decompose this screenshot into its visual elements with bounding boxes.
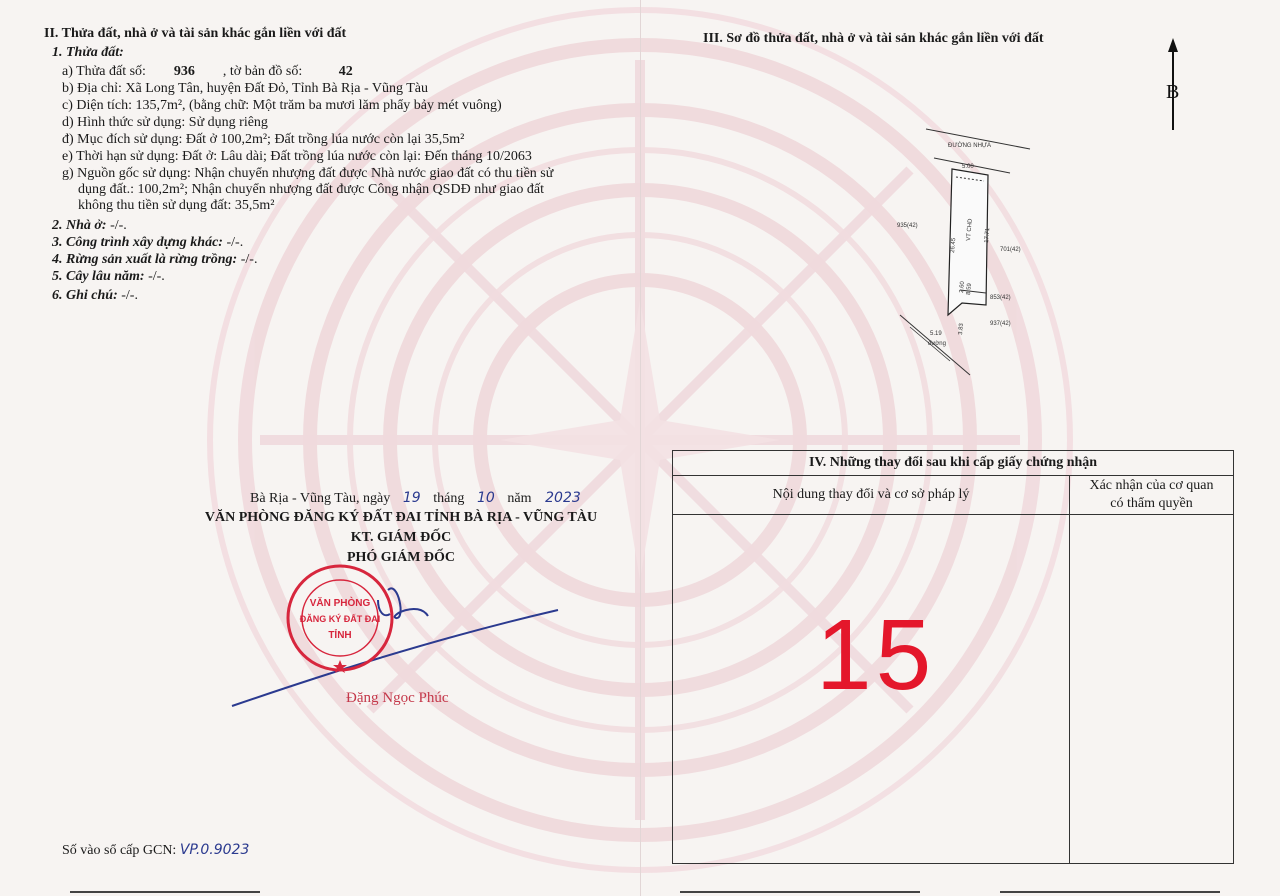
confirmation-header-line1: Xác nhận của cơ quan xyxy=(1089,478,1214,493)
construction-line xyxy=(52,235,243,251)
usage-purpose-line: đ) Mục đích sử dụng: Đất ở 100,2m²; Đất trồng lúa nước còn lại 35,5m² xyxy=(62,132,465,147)
issue-day: 19 xyxy=(402,490,421,506)
usage-form-line: d) Hình thức sử dụng: Sử dụng riêng xyxy=(62,115,268,130)
land-heading: 1. Thửa đất: xyxy=(52,45,124,60)
construction-label: 3. Công trình xây dựng khác: xyxy=(52,235,223,250)
origin-line-3: không thu tiền sử dụng đất: 35,5m² xyxy=(78,198,275,213)
width-top: 5.00 xyxy=(962,164,974,170)
director-title: KT. GIÁM ĐỐC xyxy=(350,530,452,545)
changes-content-header: Nội dung thay đổi và cơ sở pháp lý xyxy=(673,476,1069,515)
issue-date xyxy=(250,490,591,507)
gcn-line xyxy=(62,842,249,859)
map-sheet-number: 42 xyxy=(338,64,353,79)
section-2-title: II. Thửa đất, nhà ở và tài sản khác gắn liền với đất xyxy=(44,26,347,41)
neighbor-left: 935(42) xyxy=(897,223,918,229)
usage-term-line: e) Thời hạn sử dụng: Đất ở: Lâu dài; Đất trồng lúa nước còn lại: Đến tháng 10/2063 xyxy=(62,149,532,164)
construction-value: -/-. xyxy=(222,235,244,250)
seal-text-1: VĂN PHÒNG xyxy=(309,598,371,609)
seal-text-2: ĐĂNG KÝ ĐẤT ĐAI xyxy=(299,614,381,624)
house-line xyxy=(52,218,127,234)
changes-table-title: IV. Những thay đổi sau khi cấp giấy chứng nhận xyxy=(673,451,1233,476)
page-number: 15 xyxy=(816,599,936,711)
perennial-value: -/-. xyxy=(144,269,165,284)
origin-line-1: g) Nguồn gốc sử dụng: Nhận chuyển nhượng đất được Nhà nước giao đất có thu tiền sử xyxy=(62,166,554,181)
forest-line xyxy=(52,252,257,268)
parcel-number: 936 xyxy=(173,64,195,79)
deputy-director-title: PHÓ GIÁM ĐỐC xyxy=(346,550,456,565)
issue-year-label: năm xyxy=(507,491,532,506)
forest-label: 4. Rừng sản xuất là rừng trồng: xyxy=(52,252,238,267)
dim-c: 3.83 xyxy=(958,323,966,336)
issue-place: Bà Rịa - Vũng Tàu, ngày xyxy=(250,491,391,506)
house-value: -/-. xyxy=(106,218,127,233)
signature xyxy=(228,570,588,710)
issue-year: 2023 xyxy=(545,490,581,506)
neighbor-right-2: 853(42) xyxy=(990,295,1011,301)
neighbor-right-3: 937(42) xyxy=(990,321,1011,327)
length-right: 17.71 xyxy=(984,227,992,244)
confirmation-header-line2: có thẩm quyền xyxy=(1110,496,1193,511)
notes-value: -/-. xyxy=(117,288,138,303)
confirmation-header xyxy=(1070,476,1233,515)
neighbor-right: 701(42) xyxy=(1000,247,1021,253)
road-top-label: ĐƯỜNG NHỰA xyxy=(948,143,992,149)
issue-month: 10 xyxy=(476,490,495,506)
dim-b: 8.59 xyxy=(966,283,974,296)
office-name: VĂN PHÒNG ĐĂNG KÝ ĐẤT ĐAI TỈNH BÀ RỊA - VŨNG TÀU xyxy=(204,510,598,525)
seal-text-3: TỈNH xyxy=(328,630,352,641)
perennial-label: 5. Cây lâu năm: xyxy=(52,269,145,284)
gcn-label: Số vào sổ cấp GCN: xyxy=(62,843,177,858)
address-line: b) Địa chỉ: Xã Long Tân, huyện Đất Đỏ, Tỉnh Bà Rịa - Vũng Tàu xyxy=(62,81,429,96)
width-bottom: 5.19 xyxy=(930,331,942,337)
map-sheet-label: , tờ bản đồ số: xyxy=(222,64,303,79)
parcel-line xyxy=(62,64,386,80)
length-left: 26.45 xyxy=(950,237,958,254)
dim-a: 2.60 xyxy=(959,281,967,294)
parcel-label: a) Thửa đất số: xyxy=(62,64,146,79)
official-seal xyxy=(284,562,396,674)
origin-line-2: dụng đất.: 100,2m²; Nhận chuyển nhượng đất được Công nhận QSDĐ như giao đất xyxy=(78,182,544,197)
parcel-sketch xyxy=(890,125,1050,380)
page-fold xyxy=(640,0,641,896)
area-line: c) Diện tích: 135,7m², (bằng chữ: Một trăm ba mươi lăm phẩy bảy mét vuông) xyxy=(62,98,502,113)
gcn-number: VP.0.9023 xyxy=(179,842,250,858)
section-3-title: III. Sơ đồ thửa đất, nhà ở và tài sản khác gắn liền với đất xyxy=(703,31,1044,46)
house-label: 2. Nhà ở: xyxy=(52,218,107,233)
notes-line xyxy=(52,288,138,304)
forest-value: -/-. xyxy=(237,252,258,267)
notes-label: 6. Ghi chú: xyxy=(52,288,118,303)
changes-table xyxy=(672,450,1234,864)
issue-month-label: tháng xyxy=(433,491,465,506)
signer-name: Đặng Ngọc Phúc xyxy=(346,690,449,706)
road-bottom-label: đường xyxy=(928,341,946,347)
north-arrow-icon xyxy=(1160,38,1190,132)
north-letter: B xyxy=(1166,81,1180,103)
confirmation-column xyxy=(1070,476,1233,863)
parcel-label-sketch: VT CHD xyxy=(966,218,974,242)
page-bottom-border xyxy=(0,886,1280,896)
perennial-line xyxy=(52,269,165,285)
